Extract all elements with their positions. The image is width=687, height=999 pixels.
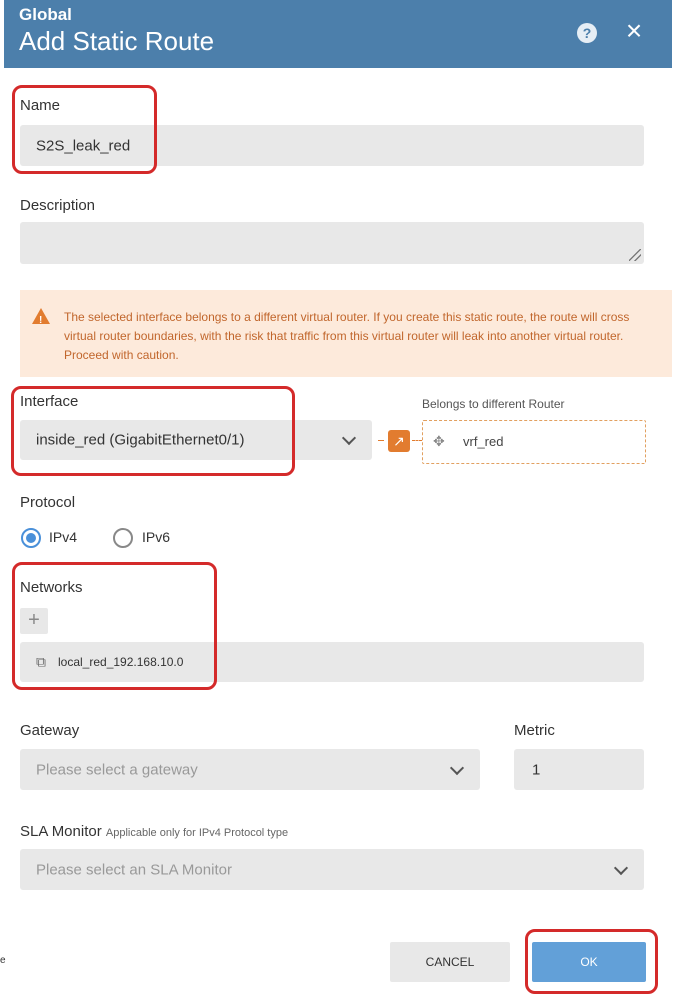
description-textarea[interactable] (20, 222, 644, 264)
metric-value: 1 (532, 761, 541, 778)
add-static-route-dialog (4, 0, 672, 999)
name-value: S2S_leak_red (36, 137, 131, 154)
ok-button[interactable]: OK (532, 942, 646, 982)
question-circle-icon[interactable]: ? (577, 23, 597, 43)
sla-hint: Applicable only for IPv4 Protocol type (105, 827, 289, 839)
warning-text: The selected interface belongs to a different virtual router. If you create this static route, the route will cross virtual router boundaries, with the risk that traffic from this virtual router will leak into another virtual router. Proceed with caution. (64, 310, 630, 362)
router-name: vrf_red (463, 434, 504, 449)
connector-line (412, 440, 422, 441)
add-network-button[interactable]: + (20, 608, 48, 634)
interface-label: Interface (20, 393, 79, 410)
network-object-icon: ⧉ (36, 653, 46, 670)
router-icon: ✥ (433, 433, 445, 449)
networks-list[interactable] (20, 642, 644, 682)
chevron-down-icon (342, 431, 356, 445)
radio-ipv6-label: IPv6 (142, 529, 171, 545)
name-input[interactable] (20, 125, 644, 166)
metric-input[interactable] (514, 749, 644, 790)
external-link-icon[interactable]: ↗ (388, 430, 410, 452)
dialog-title: Add Static Route (19, 26, 215, 56)
resize-handle-icon[interactable] (629, 249, 641, 261)
warning-banner (20, 290, 672, 377)
gateway-placeholder: Please select a gateway (36, 761, 198, 778)
dialog-header (4, 0, 672, 68)
network-item: local_red_192.168.10.0 (58, 655, 184, 669)
gateway-select[interactable] (20, 749, 480, 790)
description-label: Description (20, 197, 96, 214)
sla-select[interactable] (20, 849, 644, 890)
cancel-button[interactable]: CANCEL (390, 942, 510, 982)
radio-ipv4-label: IPv4 (49, 529, 78, 545)
router-box (422, 420, 646, 464)
warning-triangle-icon: ! (32, 308, 50, 324)
name-label: Name (20, 97, 61, 114)
sla-label-text: SLA Monitor (20, 823, 102, 840)
interface-select[interactable] (20, 420, 372, 460)
radio-ipv6[interactable] (113, 528, 133, 548)
sla-placeholder: Please select an SLA Monitor (36, 861, 232, 878)
metric-label: Metric (514, 722, 555, 739)
belongs-label: Belongs to different Router (422, 397, 565, 411)
connector-line (378, 440, 384, 441)
chevron-down-icon (450, 760, 464, 774)
gateway-label: Gateway (20, 722, 80, 739)
close-icon[interactable]: × (625, 15, 643, 46)
chevron-down-icon (614, 860, 628, 874)
dialog-subtitle: Global (19, 5, 72, 24)
stray-text: e (0, 955, 6, 966)
networks-label: Networks (20, 579, 83, 596)
protocol-label: Protocol (20, 494, 76, 511)
sla-label (20, 823, 288, 840)
radio-ipv4[interactable] (21, 528, 41, 548)
interface-value: inside_red (GigabitEthernet0/1) (36, 431, 245, 449)
